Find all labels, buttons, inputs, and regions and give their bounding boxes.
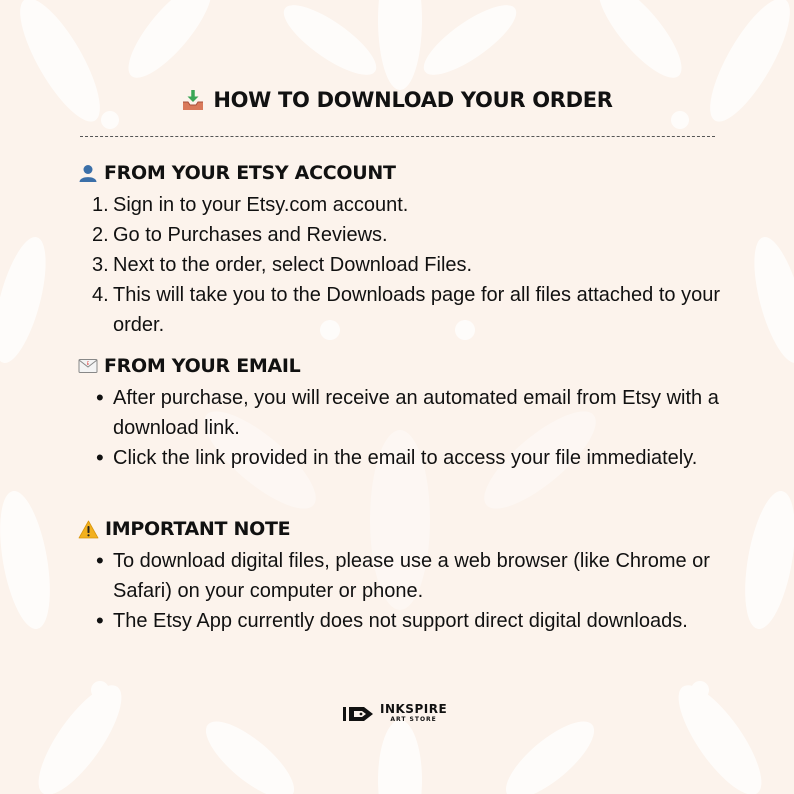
list-item: [78, 383, 738, 443]
list-item-text: Next to the order, select Download Files.: [113, 254, 473, 276]
bullet-marker: •: [96, 385, 104, 410]
list-item: [78, 280, 738, 340]
list-item: [78, 220, 738, 250]
section-etsy-account: [78, 160, 738, 340]
bullet-list: [78, 546, 738, 636]
section-header: [78, 353, 738, 379]
bullet-list: [78, 383, 738, 473]
numbered-list: [78, 190, 738, 340]
list-item-text: This will take you to the Downloads page for all files attached to your order.: [113, 284, 720, 336]
list-item-text: The Etsy App currently does not support direct digital downloads.: [113, 610, 688, 632]
bullet-marker: •: [96, 445, 104, 470]
section-header: [78, 516, 738, 542]
section-header: [78, 160, 738, 186]
list-item: [78, 546, 738, 606]
section-title: FROM YOUR ETSY ACCOUNT: [104, 162, 396, 184]
section-email: [78, 353, 738, 473]
envelope-icon: [78, 358, 98, 374]
list-item: [78, 190, 738, 220]
svg-text:E: E: [86, 361, 90, 366]
section-title: IMPORTANT NOTE: [105, 518, 291, 540]
list-item-text: Click the link provided in the email to access your file immediately.: [113, 447, 698, 469]
brand-logo: [342, 703, 447, 724]
logo-name: INKSPIRE: [380, 702, 448, 716]
page-title: HOW TO DOWNLOAD YOUR ORDER: [213, 88, 613, 112]
pen-nib-logo-icon: [342, 704, 376, 724]
list-number: 2.: [92, 224, 109, 246]
section-title: FROM YOUR EMAIL: [104, 355, 301, 377]
list-item: [78, 443, 738, 473]
list-item-text: After purchase, you will receive an automated email from Etsy with a download link.: [113, 387, 719, 439]
list-number: 1.: [92, 194, 109, 216]
logo-subtitle: ART STORE: [390, 716, 437, 723]
list-item-text: To download digital files, please use a web browser (like Chrome or Safari) on your computer or phone.: [113, 550, 710, 602]
page-header: [0, 84, 794, 116]
list-number: 3.: [92, 254, 109, 276]
bullet-marker: •: [96, 608, 104, 633]
warning-icon: [78, 520, 99, 539]
download-tray-icon: [181, 88, 205, 112]
logo-text: [380, 703, 447, 724]
list-item: [78, 606, 738, 636]
list-item-text: Go to Purchases and Reviews.: [113, 224, 388, 246]
bullet-marker: •: [96, 548, 104, 573]
list-item-text: Sign in to your Etsy.com account.: [113, 194, 409, 216]
list-item: [78, 250, 738, 280]
person-icon: [78, 163, 98, 183]
list-number: 4.: [92, 284, 109, 306]
dashed-divider: [80, 136, 715, 137]
section-important-note: [78, 516, 738, 636]
